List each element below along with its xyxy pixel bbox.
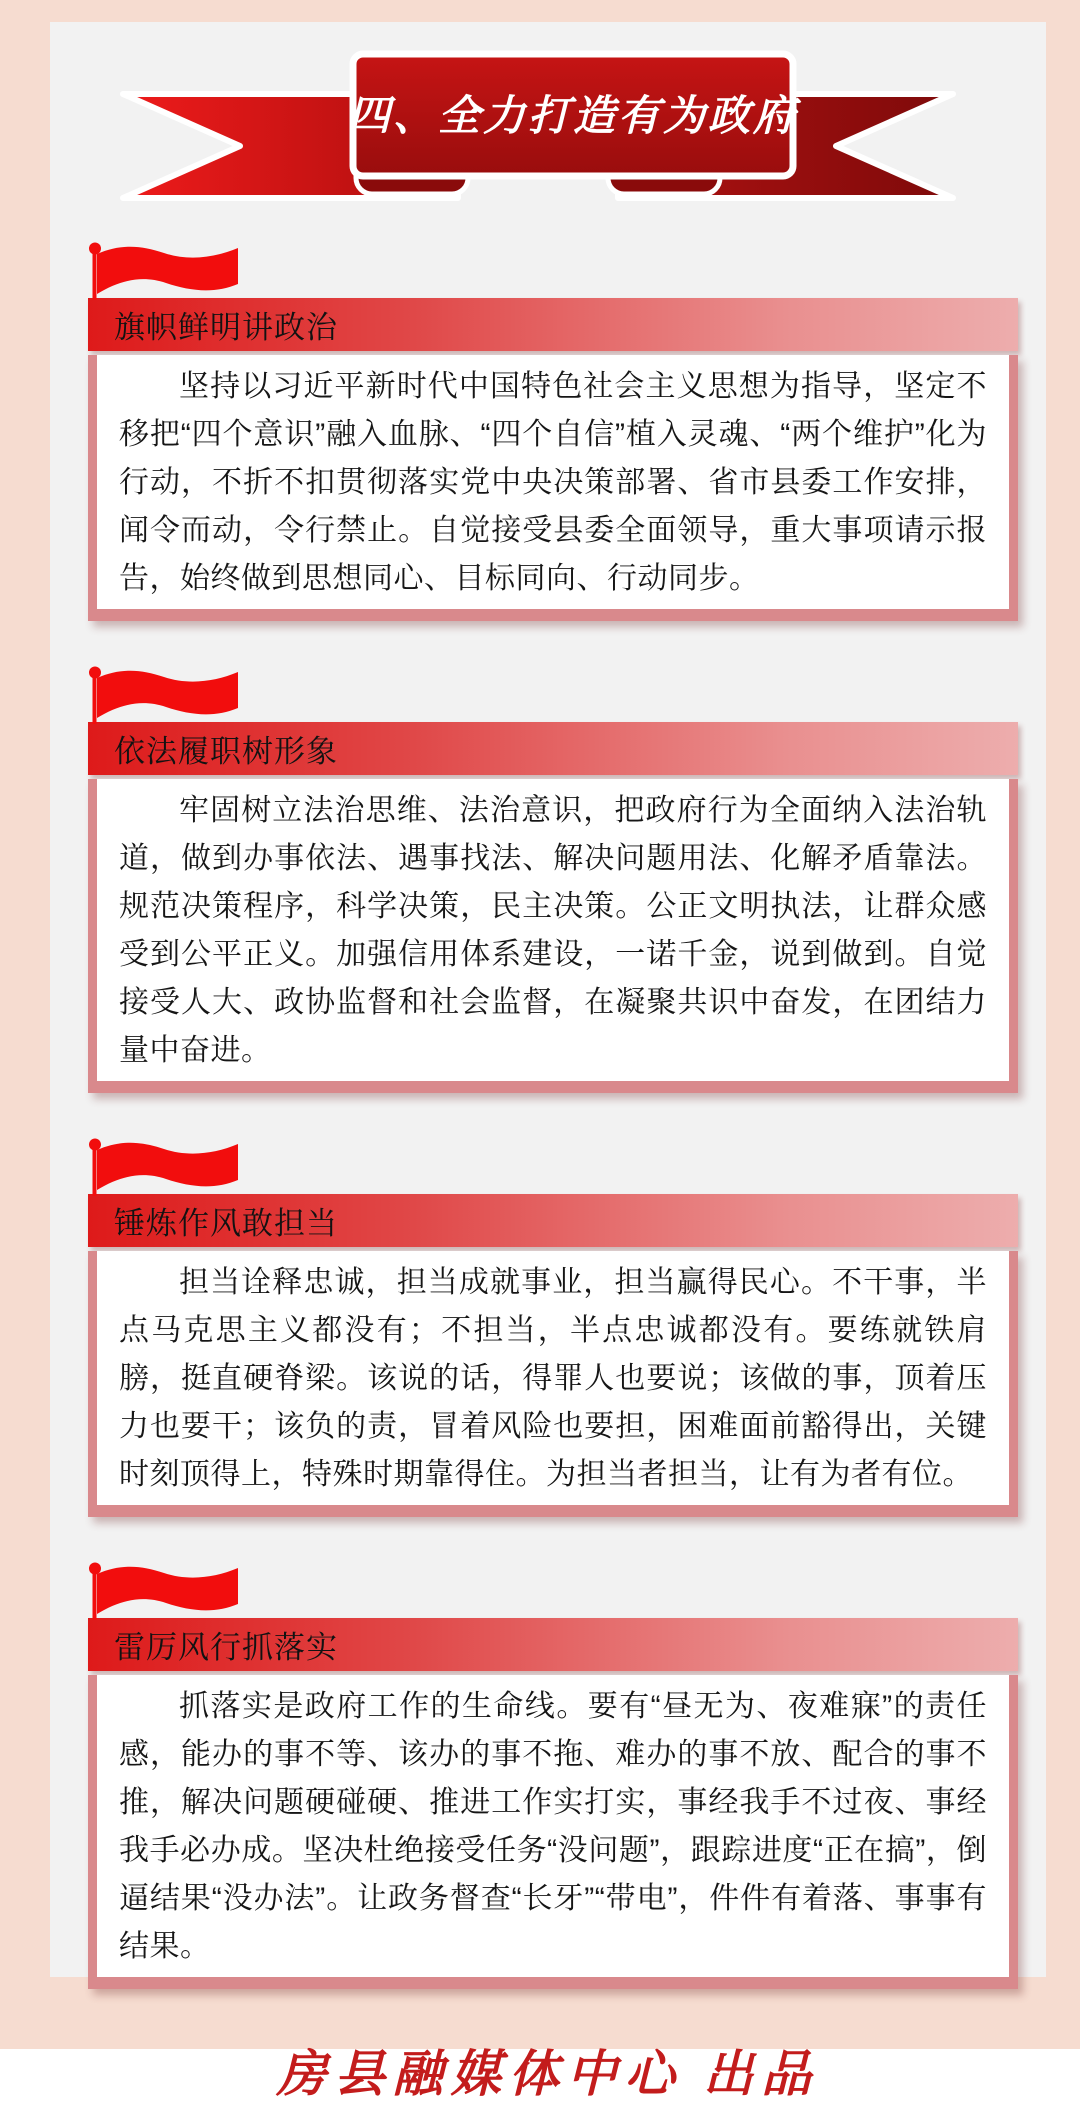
section-title: 雷厉风行抓落实 xyxy=(114,1630,338,1665)
section-header xyxy=(88,1618,1018,1671)
banner-title: 四、全力打造有为政府 xyxy=(347,94,799,140)
section-header xyxy=(88,298,1018,351)
section-body-text: 抓落实是政府工作的生命线。要有“昼无为、夜难寐”的责任感，能办的事不等、该办的事不拖、难办的事不放、配合的事不推，解决问题硬碰硬、推进工作实打实，事经我手不过夜、事经我手必办成。坚决杜绝接受任务“没问题”，跟踪进度“正在搞”，倒逼结果“没办法”。让政务督查“长牙”“带电”，件件有着落、事事有结果。 xyxy=(119,1690,987,1963)
ribbon-banner-icon xyxy=(108,46,968,218)
section-card xyxy=(88,666,1018,1093)
section-body-text: 担当诠释忠诚，担当成就事业，担当赢得民心。不干事，半点马克思主义都没有；不担当，半点忠诚都没有。要练就铁肩膀，挺直硬脊梁。该说的话，得罪人也要说；该做的事，顶着压力也要干；该负的责，冒着风险也要担，困难面前豁得出，关键时刻顶得上，特殊时期靠得住。为担当者担当，让有为者有位。 xyxy=(119,1266,987,1491)
section-body-box xyxy=(88,1675,1018,1989)
section-title: 旗帜鲜明讲政治 xyxy=(114,310,338,345)
ribbon-banner xyxy=(108,46,1018,218)
credit-line: 房县融媒体中心 出品 xyxy=(276,2046,820,2102)
section-card xyxy=(88,242,1018,621)
red-flag-icon xyxy=(88,666,248,724)
section-body-box xyxy=(88,1251,1018,1517)
section-header xyxy=(88,1194,1018,1247)
section-title: 锤炼作风敢担当 xyxy=(114,1206,338,1241)
red-flag-icon xyxy=(88,1138,248,1196)
red-flag-icon xyxy=(88,1562,248,1620)
section-body-box xyxy=(88,355,1018,621)
section-card xyxy=(88,1138,1018,1517)
section-body-text: 坚持以习近平新时代中国特色社会主义思想为指导，坚定不移把“四个意识”融入血脉、“四个自信”植入灵魂、“两个维护”化为行动，不折不扣贯彻落实党中央决策部署、省市县委工作安排，闻令而动，令行禁止。自觉接受县委全面领导，重大事项请示报告，始终做到思想同心、目标同向、行动同步。 xyxy=(119,370,987,595)
section-body-box xyxy=(88,779,1018,1093)
red-flag-icon xyxy=(88,242,248,300)
section-body-text: 牢固树立法治思维、法治意识，把政府行为全面纳入法治轨道，做到办事依法、遇事找法、解决问题用法、化解矛盾靠法。规范决策程序，科学决策，民主决策。公正文明执法，让群众感受到公平正义。加强信用体系建设，一诺千金，说到做到。自觉接受人大、政协监督和社会监督，在凝聚共识中奋发，在团结力量中奋进。 xyxy=(119,794,987,1067)
section-header xyxy=(88,722,1018,775)
section-title: 依法履职树形象 xyxy=(114,734,338,769)
content-area xyxy=(50,22,1046,2106)
section-card xyxy=(88,1562,1018,1989)
